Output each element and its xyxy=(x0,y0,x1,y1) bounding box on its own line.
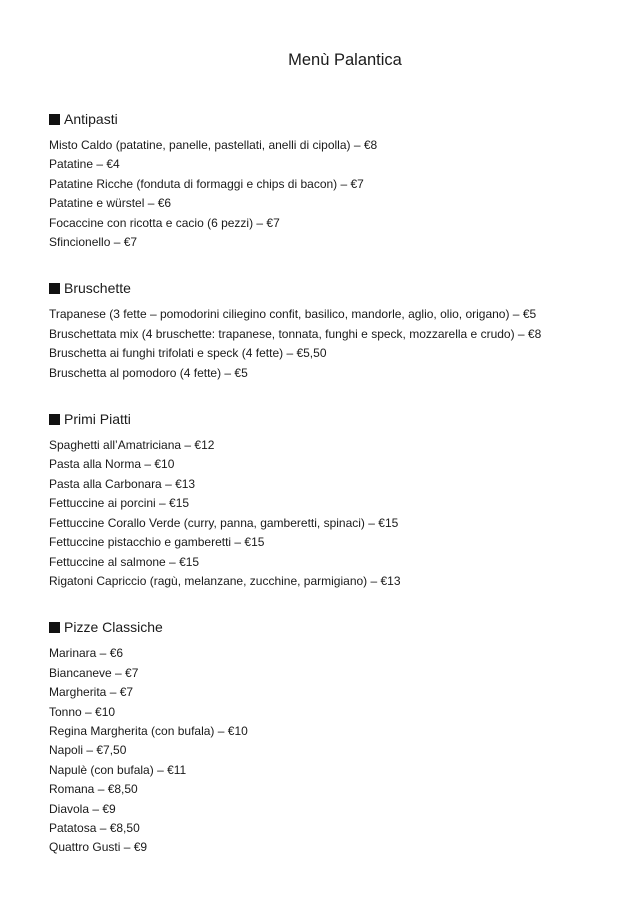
menu-item: Rigatoni Capriccio (ragù, melanzane, zucchine, parmigiano) – €13 xyxy=(49,573,401,588)
menu-item: Patatine e würstel – €6 xyxy=(49,196,172,211)
menu-item: Sfincionello – €7 xyxy=(49,235,138,250)
menu-item: Tonno – €10 xyxy=(49,704,116,719)
menu-item: Pasta alla Carbonara – €13 xyxy=(49,476,196,491)
menu-item: Biancaneve – €7 xyxy=(49,665,139,680)
menu-item: Marinara – €6 xyxy=(49,646,124,661)
menu-item: Patatosa – €8,50 xyxy=(49,820,140,835)
square-bullet-icon xyxy=(49,414,60,425)
section-heading xyxy=(49,109,640,129)
menu-item: Bruschettata mix (4 bruschette: trapanese, tonnata, funghi e speck, mozzarella e crudo) – €8 xyxy=(49,326,542,341)
square-bullet-icon xyxy=(49,622,60,633)
menu-section xyxy=(49,278,640,383)
menu-item: Fettuccine Corallo Verde (curry, panna, gamberetti, spinaci) – €15 xyxy=(49,515,399,530)
menu-item: Margherita – €7 xyxy=(49,685,134,700)
menu-item: Misto Caldo (patatine, panelle, pastellati, anelli di cipolla) – €8 xyxy=(49,138,378,152)
section-heading-label: Pizze Classiche xyxy=(64,619,163,636)
menu-section xyxy=(49,409,640,591)
section-heading-label: Primi Piatti xyxy=(64,411,131,428)
menu-item: Bruschetta ai funghi trifolati e speck (4 fette) – €5,50 xyxy=(49,346,327,361)
page-title: Menù Palantica xyxy=(288,51,402,69)
menu-item: Patatine Ricche (fonduta di formaggi e chips di bacon) – €7 xyxy=(49,176,364,191)
menu-item: Napulè (con bufala) – €11 xyxy=(49,762,187,777)
menu-section xyxy=(49,109,640,252)
menu-item: Trapanese (3 fette – pomodorini ciliegino confit, basilico, mandorle, aglio, olio, origano) – €5 xyxy=(49,307,537,322)
menu-item: Diavola – €9 xyxy=(49,801,116,816)
menu-item: Romana – €8,50 xyxy=(49,782,138,797)
section-heading-label: Bruschette xyxy=(64,280,131,297)
menu-item: Regina Margherita (con bufala) – €10 xyxy=(49,723,248,738)
menu-item: Fettuccine ai porcini – €15 xyxy=(49,496,190,511)
menu-item: Fettuccine al salmone – €15 xyxy=(49,554,200,569)
square-bullet-icon xyxy=(49,114,60,125)
section-heading-label: Antipasti xyxy=(64,111,118,127)
menu-sections xyxy=(49,109,640,858)
menu-item: Patatine – €4 xyxy=(49,157,120,172)
square-bullet-icon xyxy=(49,283,60,294)
section-heading xyxy=(49,278,640,298)
menu-item: Quattro Gusti – €9 xyxy=(49,840,148,855)
menu-item: Fettuccine pistacchio e gamberetti – €15 xyxy=(49,535,265,550)
menu-item: Spaghetti all’Amatriciana – €12 xyxy=(49,438,215,453)
section-heading xyxy=(49,409,640,429)
menu-item: Napoli – €7,50 xyxy=(49,743,127,758)
menu-item: Focaccine con ricotta e cacio (6 pezzi) – €7 xyxy=(49,215,280,230)
section-heading xyxy=(49,617,640,637)
menu-section xyxy=(49,617,640,857)
menu-item: Pasta alla Norma – €10 xyxy=(49,457,175,472)
menu-item: Bruschetta al pomodoro (4 fette) – €5 xyxy=(49,365,248,380)
